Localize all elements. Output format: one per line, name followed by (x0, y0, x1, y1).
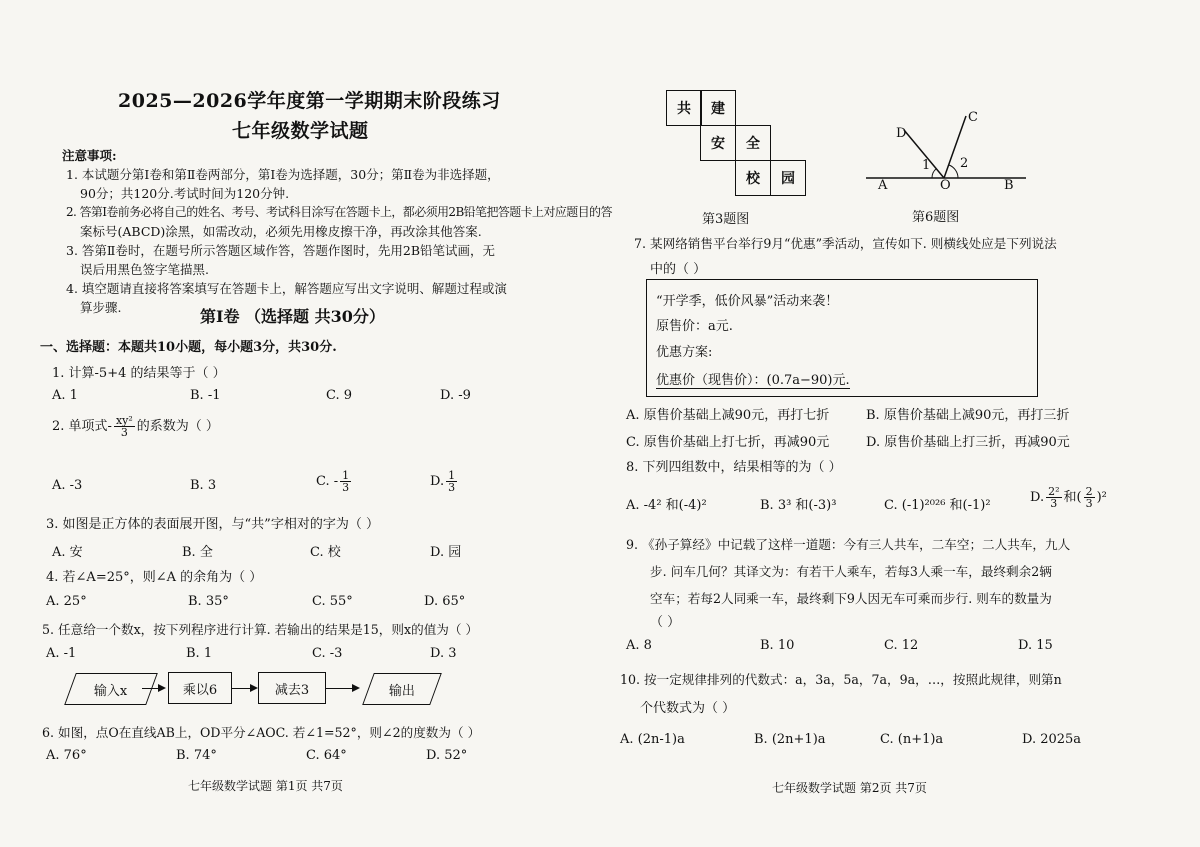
q5-option-c[interactable]: C. -3 (312, 646, 343, 661)
q9-option-d[interactable]: D. 15 (1018, 638, 1053, 653)
note-line: 算步骤. (80, 300, 122, 315)
flow-arrow (142, 688, 164, 689)
q10-option-d[interactable]: D. 2025a (1022, 732, 1082, 747)
note-line: 误后用黑色签字笔描黑. (80, 262, 209, 277)
q2-stem-pre: 2. 单项式- (52, 419, 112, 434)
label-1: 1 (922, 158, 931, 173)
q2-c-fraction (340, 470, 351, 493)
q8-option-b[interactable]: B. 3³ 和(-3)³ (760, 498, 837, 513)
q2-option-c[interactable] (316, 470, 353, 493)
fig6-caption: 第6题图 (912, 210, 960, 225)
page2-footer: 七年级数学试题 第2页 共7页 (772, 781, 927, 795)
q7-stem-line1: 7. 某网络销售平台举行9月“优惠”季活动，宣传如下. 则横线处应是下列说法 (634, 236, 1057, 251)
q2-stem (52, 415, 219, 438)
cube-face: 安 (700, 125, 736, 161)
q3-option-d[interactable]: D. 园 (430, 545, 462, 560)
q4-option-a[interactable]: A. 25° (46, 594, 87, 609)
q9-option-a[interactable]: A. 8 (626, 638, 652, 653)
cube-face: 建 (700, 90, 736, 126)
note-line: 3. 答第Ⅱ卷时，在题号所示答题区域作答，答题作图时，先用2B铅笔试画，无 (66, 243, 496, 258)
q8-d-den1: 3 (1050, 497, 1058, 510)
q2-fraction (114, 415, 135, 438)
label-b: B (1004, 178, 1014, 193)
angle-2-arc (949, 165, 958, 178)
q4-option-d[interactable]: D. 65° (424, 594, 466, 609)
q10-option-c[interactable]: C. (n+1)a (880, 732, 944, 747)
q8-d-num2: 2 (1085, 485, 1093, 498)
q8-d-mid: 和( (1063, 490, 1082, 505)
flow-arrow (326, 688, 358, 689)
note-line: 2. 答第Ⅰ卷前务必将自己的姓名、考号、考试科目涂写在答题卡上，都必须用2B铅笔把答题卡上对应题目的答 (66, 205, 612, 219)
q4-stem: 4. 若∠A=25°，则∠A 的余角为（ ） (46, 570, 263, 585)
fig3-caption: 第3题图 (702, 212, 750, 227)
q1-option-b[interactable]: B. -1 (190, 388, 221, 403)
q8-option-d[interactable] (1030, 486, 1107, 509)
q10-option-b[interactable]: B. (2n+1)a (754, 732, 826, 747)
q2-denominator: 3 (120, 426, 128, 439)
q9-line1: 9. 《孙子算经》中记载了这样一道题：今有三人共车，二车空；二人共车，九人 (626, 537, 1071, 552)
q3-option-c[interactable]: C. 校 (310, 545, 341, 560)
note-line: 90分；共120分.考试时间为120分钟. (80, 186, 290, 201)
flow-subtract-label: 减去3 (274, 682, 310, 698)
q1-option-c[interactable]: C. 9 (326, 388, 353, 403)
cube-face: 全 (735, 125, 771, 161)
exam-title: 2025—2026学年度第一学期期末阶段练习 (118, 90, 501, 112)
q5-option-a[interactable]: A. -1 (46, 646, 77, 661)
cube-face: 园 (770, 160, 806, 196)
q1-option-d[interactable]: D. -9 (440, 388, 471, 403)
flow-output-label: 输出 (388, 683, 415, 699)
q7-stem-line2: 中的（ ） (650, 262, 707, 277)
q7-option-b[interactable]: B. 原售价基础上减90元，再打三折 (866, 408, 1070, 423)
q6-stem: 6. 如图，点O在直线AB上，OD平分∠AOC. 若∠1=52°，则∠2的度数为（ ） (42, 725, 481, 740)
q7-option-c[interactable]: C. 原售价基础上打七折，再减90元 (626, 435, 830, 450)
q8-d-frac2 (1084, 486, 1095, 509)
q2-d-pre: D. (430, 474, 445, 489)
label-2: 2 (960, 156, 969, 171)
cube-face: 校 (735, 160, 771, 196)
q4-option-b[interactable]: B. 35° (188, 594, 229, 609)
q2-option-b[interactable]: B. 3 (190, 478, 217, 493)
section-title: 第Ⅰ卷 （选择题 共30分） (200, 307, 385, 326)
flow-output (362, 673, 442, 705)
q7-option-a[interactable]: A. 原售价基础上减90元，再打七折 (626, 408, 830, 423)
q2-d-num: 1 (448, 469, 456, 482)
flow-input-label: 输入x (94, 683, 128, 699)
promo-line2: 原售价：a元. (656, 319, 733, 334)
q7-option-d[interactable]: D. 原售价基础上打三折，再减90元 (866, 435, 1070, 450)
q3-stem: 3. 如图是正方体的表面展开图，与“共”字相对的字为（ ） (46, 517, 379, 532)
q8-d-num1: 2² (1048, 485, 1060, 498)
notes-heading: 注意事项: (62, 148, 117, 163)
q2-stem-post: 的系数为（ ） (136, 419, 219, 434)
q2-c-den: 3 (342, 481, 350, 494)
q6-option-a[interactable]: A. 76° (46, 748, 87, 763)
cube-face: 共 (666, 90, 702, 126)
q5-option-d[interactable]: D. 3 (430, 646, 457, 661)
q8-stem: 8. 下列四组数中，结果相等的为（ ） (626, 460, 842, 475)
label-d: D (896, 126, 907, 141)
page1-footer: 七年级数学试题 第1页 共7页 (188, 779, 343, 793)
q2-numerator: xy² (115, 414, 133, 427)
promo-line3: 优惠方案: (656, 345, 713, 360)
q2-option-d[interactable] (430, 470, 459, 493)
q10-line2: 个代数式为（ ） (640, 701, 736, 716)
q9-line3: 空车；若每2人同乘一车，最终剩下9人因无车可乘而步行. 则车的数量为 (650, 591, 1052, 606)
note-line: 1. 本试题分第Ⅰ卷和第Ⅱ卷两部分，第Ⅰ卷为选择题，30分；第Ⅱ卷为非选择题， (66, 167, 500, 182)
q8-option-a[interactable]: A. -4² 和(-4)² (626, 498, 707, 513)
q9-line2: 步. 问车几何？其译文为：有若干人乘车，若每3人乘一车，最终剩余2辆 (650, 564, 1052, 579)
q3-option-b[interactable]: B. 全 (182, 545, 213, 560)
q10-option-a[interactable]: A. (2n-1)a (620, 732, 685, 747)
q1-stem: 1. 计算-5+4 的结果等于（ ） (52, 366, 226, 381)
q8-option-c[interactable]: C. (-1)²⁰²⁶ 和(-1)² (884, 498, 991, 513)
q6-option-b[interactable]: B. 74° (176, 748, 217, 763)
flow-multiply (168, 672, 232, 704)
q10-line1: 10. 按一定规律排列的代数式：a，3a，5a，7a，9a，…，按照此规律，则第n (620, 672, 1062, 687)
angle-1-arc (932, 169, 937, 179)
q5-option-b[interactable]: B. 1 (186, 646, 213, 661)
flow-input (64, 673, 158, 705)
promo-line1: “开学季，低价风暴”活动来袭！ (656, 294, 839, 309)
q2-d-fraction (446, 470, 457, 493)
flow-arrow (232, 688, 256, 689)
flow-multiply-label: 乘以6 (182, 682, 218, 698)
q9-option-b[interactable]: B. 10 (760, 638, 795, 653)
q9-option-c[interactable]: C. 12 (884, 638, 919, 653)
part-heading: 一、选择题：本题共10小题，每小题3分，共30分. (40, 340, 337, 355)
q2-c-num: 1 (342, 469, 350, 482)
q9-line4: （ ） (650, 615, 681, 630)
q3-option-a[interactable]: A. 安 (52, 545, 83, 560)
q5-stem: 5. 任意给一个数x，按下列程序进行计算. 若输出的结果是15，则x的值为（ ） (42, 622, 479, 637)
q2-option-a[interactable]: A. -3 (52, 478, 83, 493)
promo-line4: 优惠价（现售价）：(0.7a−90)元. (656, 369, 850, 389)
q2-c-pre: C. - (316, 474, 339, 489)
q8-d-den2: 3 (1085, 497, 1093, 510)
label-c: C (968, 110, 978, 125)
q4-option-c[interactable]: C. 55° (312, 594, 353, 609)
label-o: O (940, 178, 951, 193)
exam-subtitle: 七年级数学试题 (232, 120, 369, 142)
q8-d-pre: D. (1030, 490, 1045, 505)
note-line: 4. 填空题请直接将答案填写在答题卡上，解答题应写出文字说明、解题过程或演 (66, 281, 507, 296)
q1-option-a[interactable]: A. 1 (52, 388, 78, 403)
label-a: A (878, 178, 888, 193)
q8-d-post: )² (1096, 490, 1107, 505)
note-line: 案标号(ABCD)涂黑，如需改动，必须先用橡皮擦干净，再改涂其他答案. (80, 224, 482, 239)
q8-d-frac1 (1046, 486, 1061, 509)
q2-d-den: 3 (448, 481, 456, 494)
q6-option-c[interactable]: C. 64° (306, 748, 347, 763)
flow-subtract (258, 672, 326, 704)
q6-option-d[interactable]: D. 52° (426, 748, 468, 763)
